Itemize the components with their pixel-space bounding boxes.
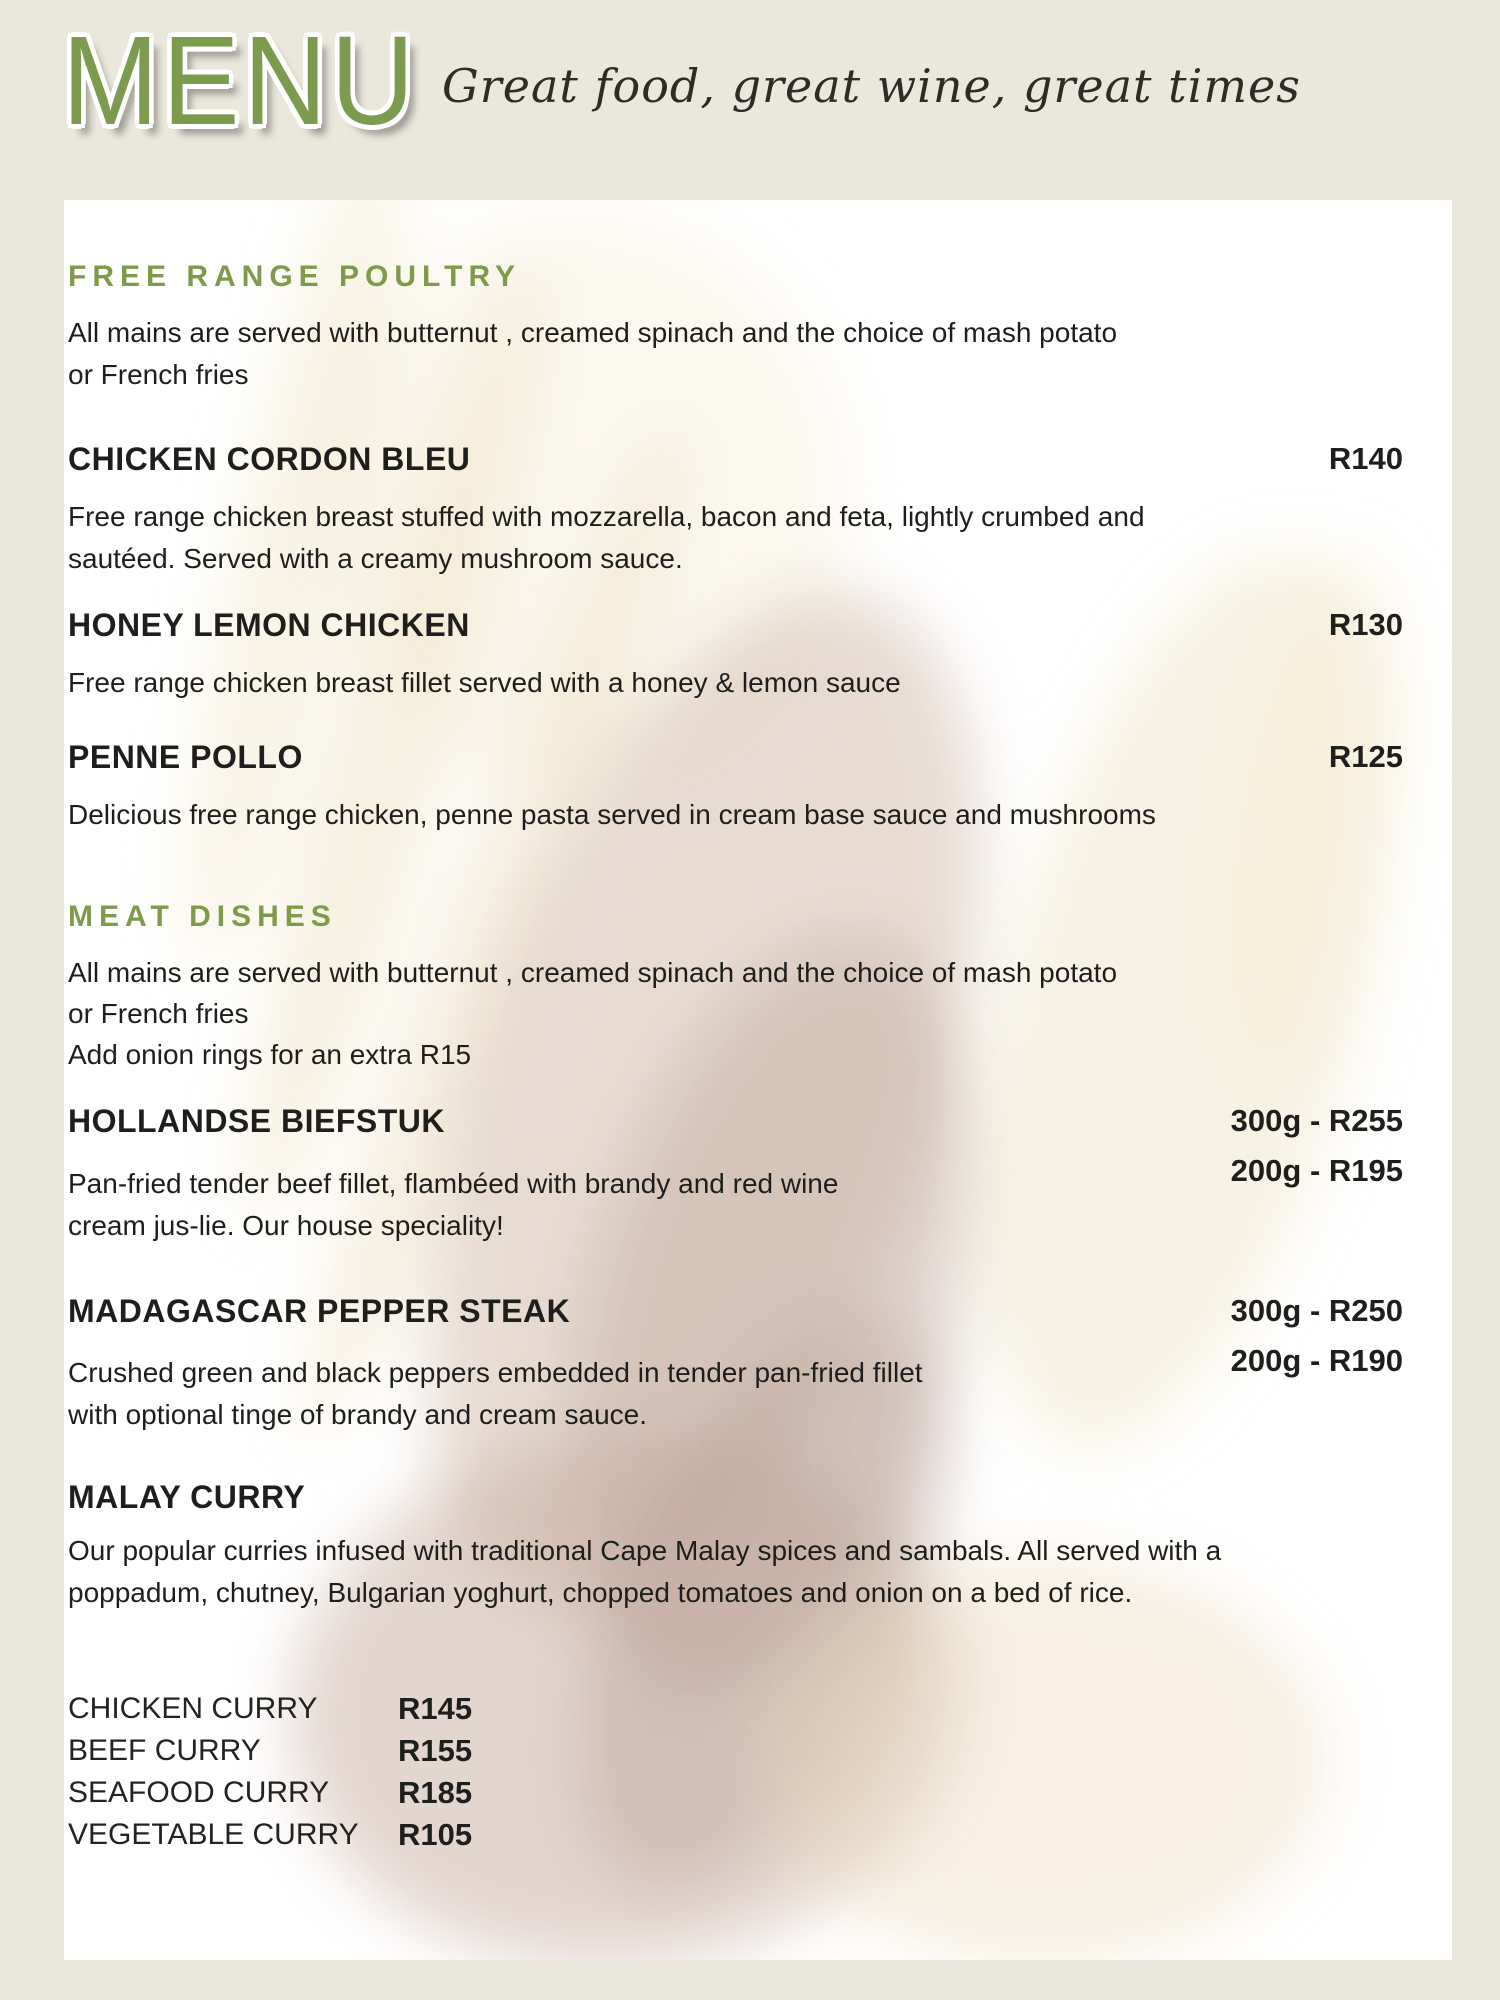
meat-note-line: Add onion rings for an extra R15 (68, 1039, 472, 1070)
item-description (68, 496, 1403, 580)
curry-price: R185 (398, 1775, 473, 1810)
menu-card (64, 200, 1452, 1960)
curry-price-list (68, 1688, 1403, 1856)
item-price-line: 300g - R255 (1230, 1103, 1403, 1138)
item-description-line: poppadum, chutney, Bulgarian yoghurt, chopped tomatoes and onion on a bed of rice. (68, 1577, 1133, 1608)
curry-row (68, 1814, 1403, 1856)
item-price-line: 200g - R195 (1230, 1153, 1403, 1188)
item-name: MALAY CURRY (68, 1479, 306, 1515)
item-name: PENNE POLLO (68, 739, 303, 775)
curry-row (68, 1730, 1403, 1772)
menu-item-chicken-cordon-bleu (68, 438, 1403, 580)
poultry-note-line: All mains are served with butternut , creamed spinach and the choice of mash potato (68, 317, 1118, 348)
item-description-line: with optional tinge of brandy and cream sauce. (68, 1399, 648, 1430)
curry-row (68, 1772, 1403, 1814)
item-name: HONEY LEMON CHICKEN (68, 607, 470, 643)
item-description-line: Crushed green and black peppers embedded in tender pan-fried fillet (68, 1357, 923, 1388)
item-description (68, 1352, 948, 1436)
item-description (68, 1530, 1403, 1614)
section-title-poultry: FREE RANGE POULTRY (68, 260, 522, 293)
curry-price: R105 (398, 1817, 473, 1852)
item-price: R130 (1328, 607, 1403, 642)
menu-item-madagascar-pepper-steak (68, 1290, 1403, 1436)
item-description-line: Our popular curries infused with traditional Cape Malay spices and sambals. All served with a (68, 1535, 1222, 1566)
menu-content (64, 200, 1452, 1856)
item-name: HOLLANDSE BIEFSTUK (68, 1103, 445, 1139)
curry-price: R155 (398, 1733, 473, 1768)
menu-item-malay-curry (68, 1476, 1403, 1614)
item-price-line: 200g - R190 (1230, 1343, 1403, 1378)
curry-name: VEGETABLE CURRY (68, 1818, 359, 1851)
item-price-line: 300g - R250 (1230, 1293, 1403, 1328)
item-description-line: Free range chicken breast stuffed with mozzarella, bacon and feta, lightly crumbed and (68, 501, 1145, 532)
item-price: R125 (1328, 739, 1403, 774)
item-description (68, 794, 1403, 836)
item-name: MADAGASCAR PEPPER STEAK (68, 1293, 571, 1329)
item-description-line: Delicious free range chicken, penne pasta served in cream base sauce and mushrooms (68, 799, 1156, 830)
curry-name: CHICKEN CURRY (68, 1692, 318, 1725)
item-description-line: cream jus-lie. Our house speciality! (68, 1210, 504, 1241)
item-name: CHICKEN CORDON BLEU (68, 441, 471, 477)
meat-note (68, 952, 1403, 1075)
item-description (68, 662, 1403, 704)
item-price: R140 (1328, 441, 1403, 476)
menu-item-hollandse-biefstuk (68, 1100, 1403, 1247)
menu-item-penne-pollo (68, 736, 1403, 836)
section-title-meat: MEAT DISHES (68, 900, 337, 933)
poultry-note (68, 312, 1403, 396)
item-description-line: Free range chicken breast fillet served with a honey & lemon sauce (68, 667, 901, 698)
curry-name: BEEF CURRY (68, 1734, 261, 1767)
curry-row (68, 1688, 1403, 1730)
header (0, 0, 1500, 200)
curry-name: SEAFOOD CURRY (68, 1776, 330, 1809)
item-price-weights (1231, 1286, 1403, 1386)
item-price-weights (1231, 1096, 1403, 1196)
item-description-line: sautéed. Served with a creamy mushroom sauce. (68, 543, 683, 574)
poultry-note-line: or French fries (68, 359, 249, 390)
item-description-line: Pan-fried tender beef fillet, flambéed with brandy and red wine (68, 1168, 839, 1199)
item-description (68, 1163, 948, 1247)
meat-note-line: All mains are served with butternut , creamed spinach and the choice of mash potato (68, 957, 1118, 988)
menu-logo: MENU (62, 10, 419, 151)
meat-note-line: or French fries (68, 998, 249, 1029)
menu-item-honey-lemon-chicken (68, 604, 1403, 704)
curry-price: R145 (398, 1691, 473, 1726)
tagline: Great food, great wine, great times (442, 59, 1301, 113)
